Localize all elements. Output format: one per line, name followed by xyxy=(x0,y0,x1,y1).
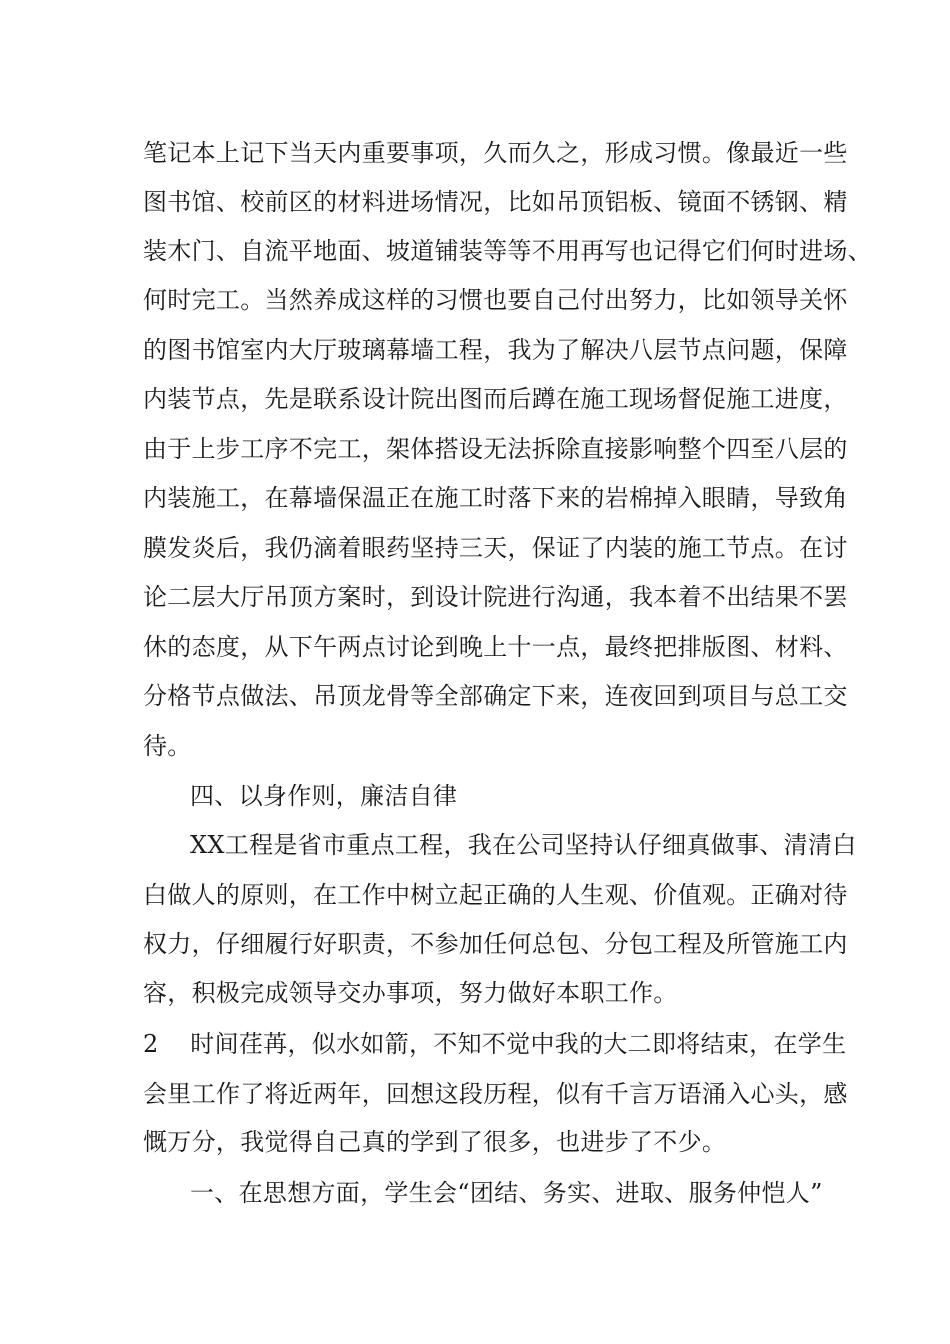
body-text-line: 何时完工。当然养成这样的习惯也要自己付出努力，比如领导关怀 xyxy=(143,286,848,314)
body-text-line: 膜发炎后，我仍滴着眼药坚持三天，保证了内装的施工节点。在讨 xyxy=(143,534,848,562)
body-text-line: 内装施工，在幕墙保温正在施工时落下来的岩棉掉入眼睛，导致角 xyxy=(143,484,848,512)
body-text-line: 图书馆、校前区的材料进场情况，比如吊顶铝板、镜面不锈钢、精 xyxy=(143,188,848,216)
section-heading: 四、以身作则，廉洁自律 xyxy=(190,782,458,810)
body-text-line: 慨万分，我觉得自己真的学到了很多，也进步了不少。 xyxy=(143,1128,727,1156)
body-text-line: 容，积极完成领导交办事项，努力做好本职工作。 xyxy=(143,979,678,1007)
body-text-line: 论二层大厅吊顶方案时，到设计院进行沟通，我本着不出结果不罢 xyxy=(143,583,848,611)
body-text-line: 分格节点做法、吊顶龙骨等全部确定下来，连夜回到项目与总工交 xyxy=(143,682,848,710)
body-text-line: 2 时间荏苒，似水如箭，不知不觉中我的大二即将结束，在学生 xyxy=(143,1030,847,1058)
body-text-line: 装木门、自流平地面、坡道铺装等等不用再写也记得它们何时进场、 xyxy=(143,237,872,265)
body-text-line: 由于上步工序不完工，架体搭设无法拆除直接影响整个四至八层的 xyxy=(143,435,848,463)
body-text-line: 权力，仔细履行好职责，不参加任何总包、分包工程及所管施工内 xyxy=(143,930,848,958)
body-text-line: 白做人的原则，在工作中树立起正确的人生观、价值观。正确对待 xyxy=(143,881,848,909)
body-text-line: 笔记本上记下当天内重要事项，久而久之，形成习惯。像最近一些 xyxy=(143,139,848,167)
body-text-line: 待。 xyxy=(143,732,192,760)
body-text-line: 休的态度，从下午两点讨论到晚上十一点，最终把排版图、材料、 xyxy=(143,633,848,661)
section-heading: 一、在思想方面，学生会“团结、务实、进取、服务仲恺人” xyxy=(190,1179,823,1207)
body-text-line: 会里工作了将近两年，回想这段历程，似有千言万语涌入心头，感 xyxy=(143,1080,848,1108)
body-text-line: 内装节点，先是联系设计院出图而后蹲在施工现场督促施工进度， xyxy=(143,385,848,413)
body-text-line: 的图书馆室内大厅玻璃幕墙工程，我为了解决八层节点问题，保障 xyxy=(143,336,848,364)
body-text-line: XX工程是省市重点工程，我在公司坚持认仔细真做事、清清白 xyxy=(190,831,857,859)
